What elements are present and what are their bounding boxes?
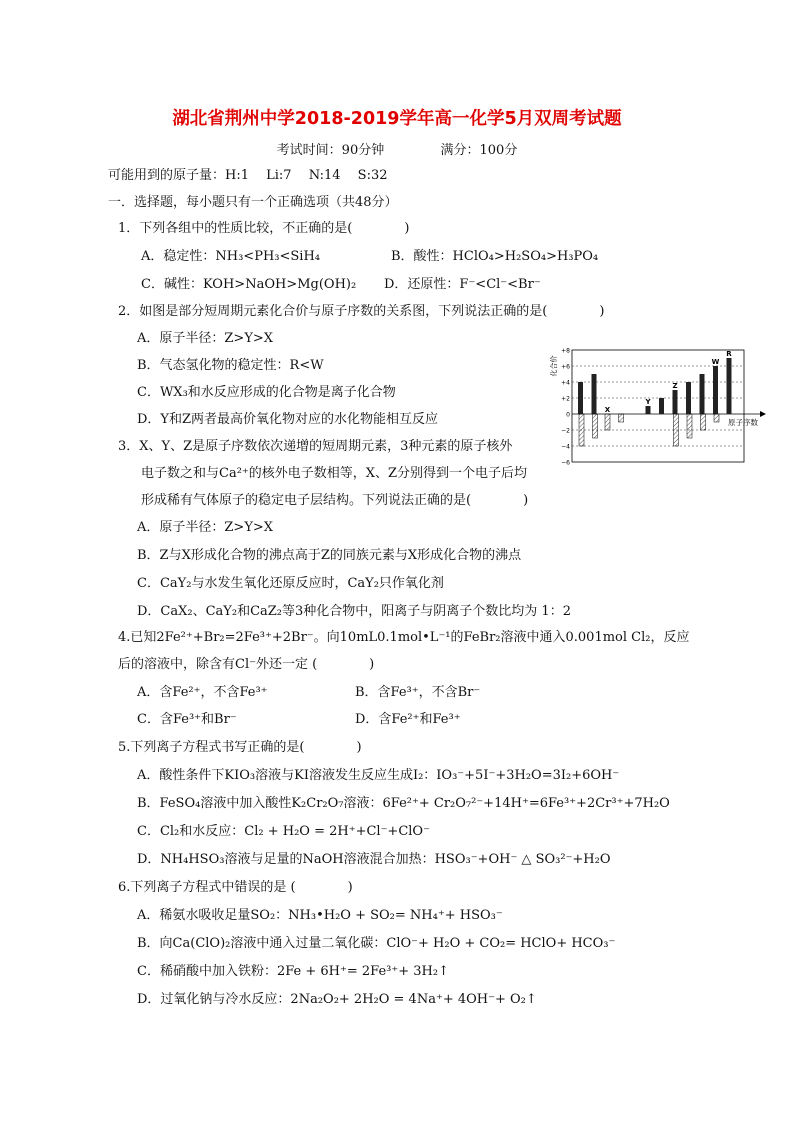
chart-axes [572,350,766,462]
q3-option-a: A．原子半径：Z>Y>X [137,520,274,535]
q3-stem-2: 电子数之和与Ca²⁺的核外电子数相等，X、Z分别得到一个电子后均 [141,466,528,481]
q4-option-c: C．含Fe³⁺和Br⁻ [137,712,237,727]
valence-chart [550,346,772,468]
q1-stem: 1．下列各组中的性质比较，不正确的是( ) [118,221,410,236]
q4-option-a: A．含Fe²⁺，不含Fe³⁺ [137,685,268,700]
x-axis-label: 原子序数 [728,418,758,427]
positive-valence-bar [646,406,651,414]
positive-valence-bar [700,374,705,414]
positive-valence-bar [727,358,732,414]
q5-option-d: D．NH₄HSO₃溶液与足量的NaOH溶液混合加热：HSO₃⁻+OH⁻ △ SO₃²⁻+H₂O [137,852,611,867]
q6-option-d: D．过氧化钠与冷水反应：2Na₂O₂+ 2H₂O = 4Na⁺+ 4OH⁻+ O₂↑ [137,992,537,1007]
q6-option-c: C．稀硝酸中加入铁粉：2Fe + 6H⁺= 2Fe³⁺+ 3H₂↑ [137,964,449,979]
q2-option-c: C．WX₃和水反应形成的化合物是离子化合物 [137,385,396,400]
q2-option-a: A．原子半径：Z>Y>X [137,331,274,346]
q4-stem-2: 后的溶液中，除含有Cl⁻外还一定 ( ) [118,657,375,672]
element-label-r: R [726,350,732,358]
y-axis-label: 化合价 [550,355,558,377]
exam-time: 考试时间：90分钟 [276,143,385,158]
negative-valence-bar [701,414,706,430]
element-label-z: Z [672,382,678,390]
positive-valence-bar [592,374,597,414]
q5-option-a: A．酸性条件下KIO₃溶液与KI溶液发生反应生成I₂：IO₃⁻+5I⁻+3H₂O=3I₂+6OH⁻ [137,768,620,783]
q3-option-b: B．Z与X形成化合物的沸点高于Z的同族元素与X形成化合物的沸点 [137,548,522,563]
q5-option-b: B．FeSO₄溶液中加入酸性K₂Cr₂O₇溶液：6Fe²⁺+ Cr₂O₇²⁻+14H⁺=6Fe³⁺+2Cr³⁺+7H₂O [137,796,670,811]
exam-info [0,139,794,158]
y-tick-label: +4 [561,379,570,387]
negative-valence-bar [593,414,598,438]
q3-stem-3: 形成稀有气体原子的稳定电子层结构。下列说法正确的是( ) [141,493,529,508]
positive-valence-bar [686,382,691,414]
q3-option-d: D．CaX₂、CaY₂和CaZ₂等3种化合物中，阳离子与阴离子个数比均为 1：2 [137,604,571,619]
q6-option-a: A．稀氨水吸收足量SO₂：NH₃•H₂O + SO₂= NH₄⁺+ HSO₃⁻ [137,908,503,923]
negative-valence-bar [687,414,692,438]
q5-stem: 5.下列离子方程式书写正确的是( ) [118,740,362,755]
x-axis-arrow-icon [760,411,766,417]
q2-option-d: D．Y和Z两者最高价氧化物对应的水化物能相互反应 [137,412,439,427]
q4-option-b: B．含Fe³⁺，不含Br⁻ [355,685,481,700]
positive-valence-bar [659,398,664,414]
y-tick-label: −6 [561,459,570,467]
page-title: 湖北省荆州中学2018-2019学年高一化学5月双周考试题 [172,109,622,129]
y-tick-label: +6 [561,363,570,371]
chart-frame [572,350,744,462]
q2-option-b: B．气态氢化物的稳定性：R<W [137,358,324,373]
q1-option-a: A．稳定性：NH₃<PH₃<SiH₄ [141,249,321,264]
y-tick-label: +8 [561,347,570,355]
negative-valence-bar [619,414,624,422]
positive-valence-bar [673,390,678,414]
full-score: 满分：100分 [440,143,518,158]
negative-valence-bar [674,414,679,446]
q4-option-d: D．含Fe²⁺和Fe³⁺ [355,712,461,727]
y-tick-label: −2 [561,427,570,435]
negative-valence-bar [605,414,610,430]
element-label-y: Y [645,398,651,406]
y-tick-label: −4 [561,443,570,451]
q5-option-c: C．Cl₂和水反应：Cl₂ + H₂O = 2H⁺+Cl⁻+ClO⁻ [137,824,430,839]
element-label-x: X [604,406,611,414]
chart-grid [572,366,744,446]
negative-valence-bar [579,414,584,446]
q6-option-b: B．向Ca(ClO)₂溶液中通入过量二氧化碳：ClO⁻+ H₂O + CO₂= HClO+ HCO₃⁻ [137,936,616,951]
y-tick-labels [561,348,570,467]
positive-valence-bar [713,366,718,414]
q3-stem-1: 3．X、Y、Z是原子序数依次递增的短周期元素，3种元素的原子核外 [118,439,513,454]
q6-stem: 6.下列离子方程式中错误的是 ( ) [118,880,353,895]
q1-option-b: B．酸性：HClO₄>H₂SO₄>H₃PO₄ [391,249,599,264]
element-label-w: W [711,358,720,366]
chart-bars [578,358,732,446]
y-tick-label: +2 [561,395,570,403]
y-tick-label: 0 [566,411,570,419]
negative-valence-bar [714,414,719,422]
q1-option-d: D．还原性：F⁻<Cl⁻<Br⁻ [384,277,541,292]
section-heading: 一．选择题，每小题只有一个正确选项（共48分） [108,195,398,210]
q1-option-c: C．碱性：KOH>NaOH>Mg(OH)₂ [141,277,357,292]
q4-stem-1: 4.已知2Fe²⁺+Br₂=2Fe³⁺+2Br⁻。向10mL0.1mol•L⁻¹的FeBr₂溶液中通入0.001mol Cl₂，反应 [118,630,690,645]
q2-stem: 2．如图是部分短周期元素化合价与原子序数的关系图，下列说法正确的是( ) [118,304,605,319]
atomic-masses: 可能用到的原子量：H:1 Li:7 N:14 S:32 [108,168,388,183]
positive-valence-bar [578,382,583,414]
q3-option-c: C．CaY₂与水发生氧化还原反应时，CaY₂只作氧化剂 [137,576,444,591]
